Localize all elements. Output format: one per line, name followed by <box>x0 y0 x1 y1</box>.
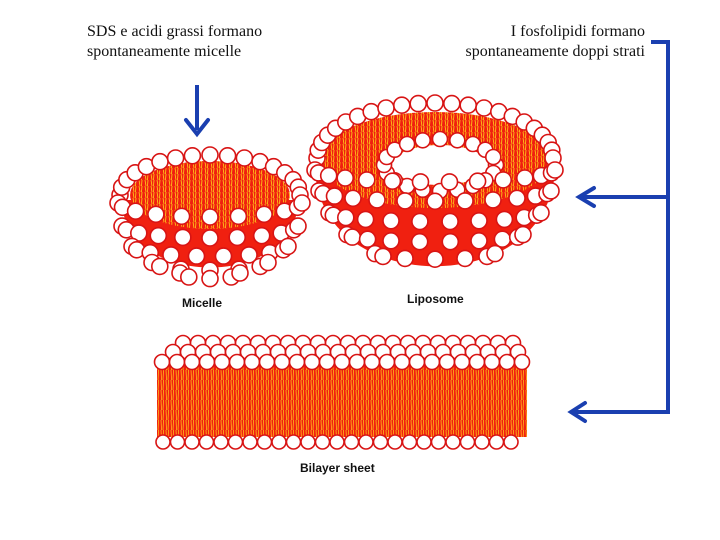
lipid-head <box>444 96 460 112</box>
lipid-head <box>174 208 190 224</box>
lipid-head <box>200 355 215 370</box>
lipid-head <box>350 355 365 370</box>
lipid-head <box>432 435 446 449</box>
bilayer-caption: I fosfolipidi formano spontaneamente doppi strati <box>465 23 645 60</box>
lipid-head <box>397 250 413 266</box>
liposome <box>307 95 563 267</box>
lipid-head <box>457 250 473 266</box>
lipid-head <box>215 355 230 370</box>
liposome-label: Liposome <box>407 292 464 306</box>
micelle-caption: SDS e acidi grassi formano spontaneamente micelle <box>87 23 263 60</box>
lipid-head <box>485 192 501 208</box>
lipid-head <box>150 228 166 244</box>
lipid-head <box>275 355 290 370</box>
lipid-head <box>216 248 232 264</box>
lipid-head <box>543 183 559 199</box>
lipid-head <box>471 213 487 229</box>
lipid-head <box>417 435 431 449</box>
lipid-head <box>485 355 500 370</box>
lipid-head <box>403 435 417 449</box>
lipid-head <box>500 355 515 370</box>
lipid-head <box>442 214 458 230</box>
lipid-head <box>230 355 245 370</box>
lipid-head <box>388 435 402 449</box>
lipid-head <box>181 269 197 285</box>
lipid-head <box>254 228 270 244</box>
lipid-head <box>461 435 475 449</box>
lipid-head <box>395 355 410 370</box>
lipid-head <box>383 233 399 249</box>
lipid-head <box>504 435 518 449</box>
lipid-head <box>360 231 376 247</box>
micelle <box>110 147 310 287</box>
micelle-label: Micelle <box>182 296 223 310</box>
bilayer-label: Bilayer sheet <box>300 461 375 475</box>
lipid-head <box>412 214 428 230</box>
lipid-head <box>345 190 361 206</box>
lipid-head <box>321 168 337 184</box>
lipid-head <box>495 172 511 188</box>
lipid-head <box>272 435 286 449</box>
lipid-head <box>220 148 236 164</box>
lipid-head <box>258 435 272 449</box>
lipid-head <box>316 435 330 449</box>
bracket-line <box>574 42 668 412</box>
lipid-head <box>290 218 306 234</box>
lipid-head <box>202 271 218 287</box>
lipid-head <box>155 355 170 370</box>
lipid-head <box>384 173 400 189</box>
lipid-head <box>230 208 246 224</box>
lipid-head <box>380 355 395 370</box>
lipid-head <box>427 193 443 209</box>
lipid-head <box>170 355 185 370</box>
lipid-head <box>515 227 531 243</box>
lipid-head <box>189 248 205 264</box>
lipid-head <box>202 209 218 225</box>
lipid-head <box>243 435 257 449</box>
lipid-head <box>533 205 549 221</box>
bilayer-tails <box>157 365 527 437</box>
lipid-head <box>515 355 530 370</box>
lipid-head <box>365 355 380 370</box>
lipid-head <box>412 234 428 250</box>
lipid-head <box>294 195 310 211</box>
lipid-head <box>415 133 430 148</box>
lipid-head <box>442 174 458 190</box>
lipid-head <box>152 258 168 274</box>
lipid-head <box>359 435 373 449</box>
lipid-head <box>229 229 245 245</box>
lipid-head <box>374 435 388 449</box>
lipid-head <box>185 435 199 449</box>
lipid-head <box>378 100 394 116</box>
lipid-head <box>496 211 512 227</box>
lipid-head <box>148 206 164 222</box>
lipid-head <box>440 355 455 370</box>
lipid-head <box>442 234 458 250</box>
lipid-head <box>470 355 485 370</box>
lipid-head <box>301 435 315 449</box>
lipid-head <box>260 355 275 370</box>
lipid-head <box>375 248 391 264</box>
lipid-head <box>547 162 563 178</box>
lipid-head <box>487 246 503 262</box>
lipid-head <box>337 170 353 186</box>
lipid-head <box>363 104 379 120</box>
lipid-head <box>486 150 501 165</box>
lipid-head <box>369 192 385 208</box>
lipid-head <box>450 133 465 148</box>
lipid-head <box>359 172 375 188</box>
lipid-head <box>260 255 276 271</box>
lipid-head <box>470 173 486 189</box>
lipid-head <box>330 435 344 449</box>
lipid-head <box>460 97 476 113</box>
lipid-head <box>185 355 200 370</box>
lipid-head <box>214 435 228 449</box>
lipid-head <box>175 229 191 245</box>
lipid-head <box>413 174 429 190</box>
lipid-head <box>168 150 184 166</box>
lipid-head <box>509 190 525 206</box>
lipid-head <box>471 233 487 249</box>
lipid-head <box>229 435 243 449</box>
lipid-head <box>245 355 260 370</box>
bilayer-sheet <box>155 336 530 450</box>
lipid-head <box>397 193 413 209</box>
lipid-head <box>287 435 301 449</box>
lipid-head <box>425 355 440 370</box>
lipid-head <box>256 206 272 222</box>
lipid-head <box>517 170 533 186</box>
lipid-head <box>156 435 170 449</box>
lipid-head <box>400 137 415 152</box>
lipid-head <box>490 435 504 449</box>
lipid-head <box>345 435 359 449</box>
lipid-head <box>427 95 443 111</box>
lipid-head <box>338 210 354 226</box>
lipid-head <box>232 265 248 281</box>
lipid-head <box>358 211 374 227</box>
lipid-head <box>202 147 218 163</box>
lipid-head <box>280 238 296 254</box>
lipid-head <box>290 355 305 370</box>
lipid-head <box>410 355 425 370</box>
lipid-head <box>200 435 214 449</box>
lipid-head <box>383 213 399 229</box>
lipid-head <box>494 231 510 247</box>
lipid-head <box>427 251 443 267</box>
lipid-head <box>335 355 350 370</box>
lipid-head <box>476 100 492 116</box>
lipid-head <box>457 193 473 209</box>
lipid-head <box>171 435 185 449</box>
lipid-head <box>446 435 460 449</box>
lipid-head <box>410 96 426 112</box>
lipid-head <box>184 148 200 164</box>
lipid-head <box>433 132 448 147</box>
lipid-head <box>344 229 360 245</box>
lipid-head <box>394 97 410 113</box>
lipid-head <box>152 154 168 170</box>
lipid-head <box>202 230 218 246</box>
lipid-head <box>128 203 144 219</box>
lipid-head <box>320 355 335 370</box>
lipid-head <box>305 355 320 370</box>
lipid-head <box>327 188 343 204</box>
lipid-head <box>475 435 489 449</box>
lipid-head <box>236 150 252 166</box>
lipid-head <box>455 355 470 370</box>
